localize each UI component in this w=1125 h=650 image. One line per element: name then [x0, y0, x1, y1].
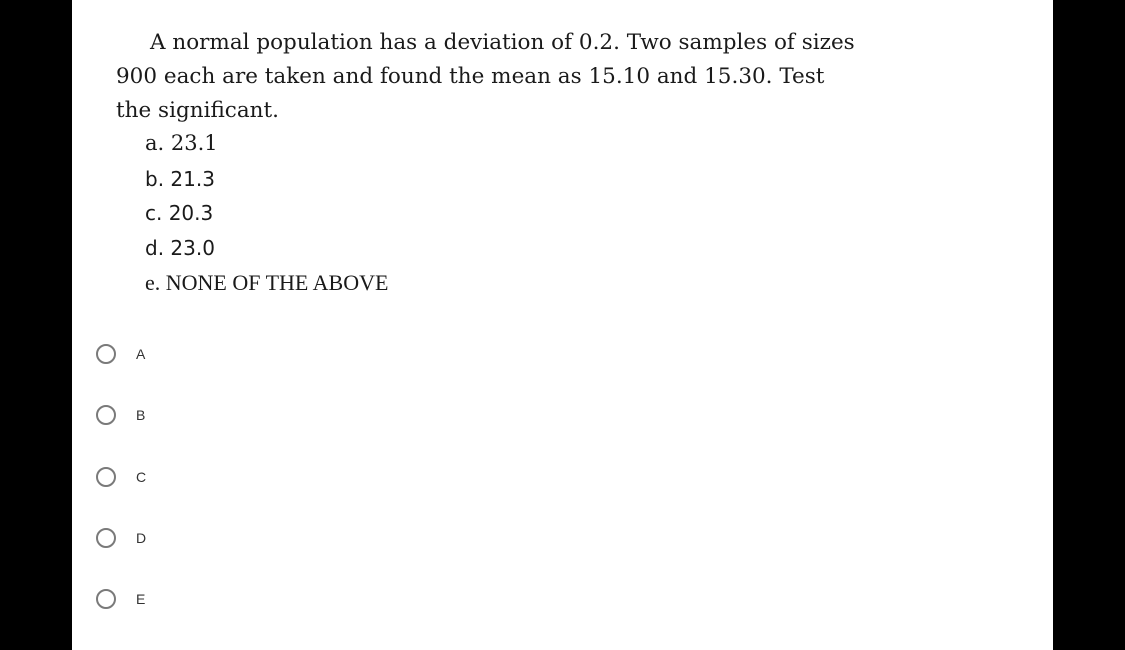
- radio-button-d[interactable]: [96, 528, 116, 548]
- question-option-c: c. 20.3: [145, 201, 214, 225]
- question-option-b: b. 21.3: [145, 167, 215, 191]
- question-line-2: 900 each are taken and found the mean as 15.10 and 15.30. Test: [116, 64, 825, 89]
- answer-choice-label-a: A: [136, 346, 146, 362]
- answer-choice-b[interactable]: [96, 400, 145, 430]
- radio-button-c[interactable]: [96, 467, 116, 487]
- answer-choice-label-b: B: [136, 407, 146, 423]
- answer-choice-label-e: E: [136, 591, 146, 607]
- answer-choice-c[interactable]: [96, 462, 146, 492]
- question-text: [116, 26, 1036, 128]
- radio-button-e[interactable]: [96, 589, 116, 609]
- radio-button-a[interactable]: [96, 344, 116, 364]
- question-line-1: A normal population has a deviation of 0.2. Two samples of sizes: [150, 30, 855, 55]
- question-line-3: the significant.: [116, 98, 279, 123]
- answer-choice-d[interactable]: [96, 523, 146, 553]
- question-option-d: d. 23.0: [145, 236, 215, 260]
- answer-choice-a[interactable]: [96, 339, 145, 369]
- answer-choice-e[interactable]: [96, 584, 145, 614]
- radio-button-b[interactable]: [96, 405, 116, 425]
- question-option-a: a. 23.1: [145, 131, 218, 155]
- question-card: [72, 0, 1053, 650]
- answer-choice-label-d: D: [136, 530, 147, 546]
- answer-choice-label-c: C: [136, 469, 147, 485]
- question-option-e: e. NONE OF THE ABOVE: [145, 270, 389, 295]
